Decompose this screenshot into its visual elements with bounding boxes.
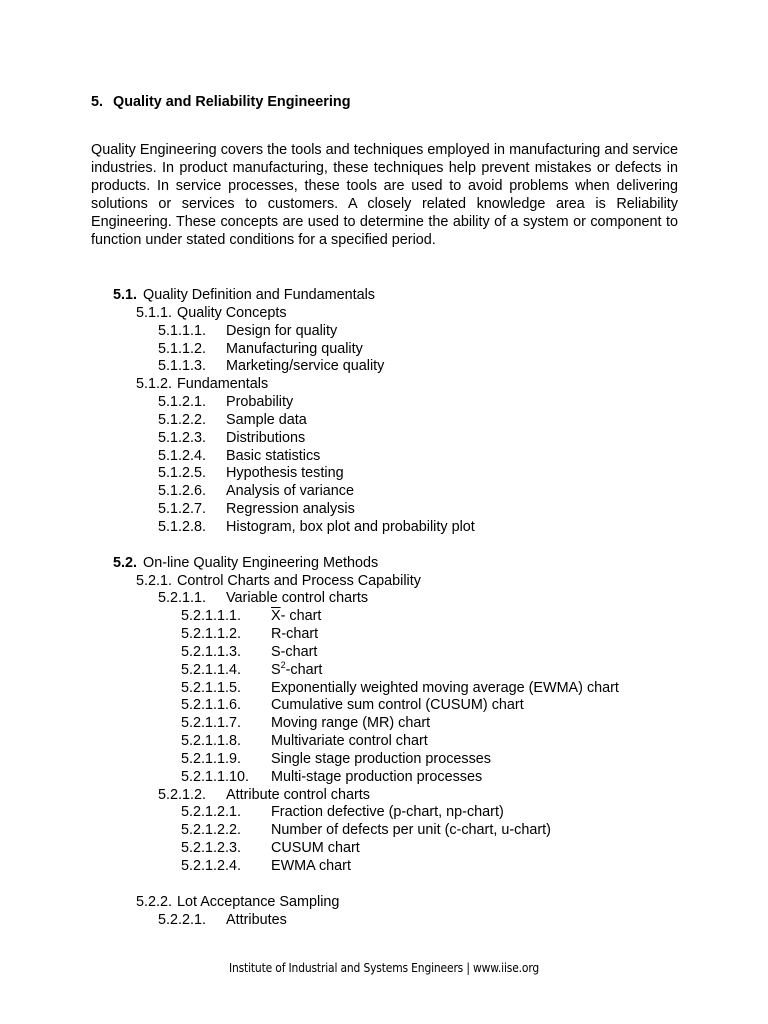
outline-title: Fundamentals [177,376,269,393]
outline-item [0,323,768,341]
outline-number: 5.1.2.7. [158,501,207,518]
outline-item [0,822,768,840]
outline-title-suffix: - chart [280,608,322,625]
outline-item [0,680,768,698]
outline-number: 5.2.1.1.9. [181,750,242,767]
outline-title: Number of defects per unit (c-chart, u-chart) [271,822,551,839]
outline-number: 5.2.1.1.5. [181,679,242,696]
outline-number: 5.1.2. [136,376,173,393]
outline-title: Quality Concepts [177,304,287,321]
outline-title [271,608,321,626]
outline-number: 5.2.1.1.4. [181,661,242,678]
outline-title: Regression analysis [226,501,355,518]
outline-number: 5.1.2.5. [158,465,207,482]
outline-item [0,358,768,376]
outline-title: R-chart [271,626,319,643]
outline-title: Quality Definition and Fundamentals [143,287,375,303]
outline-number: 5.2.1.2.2. [181,822,242,839]
outline-title: On-line Quality Engineering Methods [143,554,379,571]
outline-item [0,465,768,483]
outline-number: 5.1.2.4. [158,447,207,464]
outline-number: 5.1.1.2. [158,340,207,357]
outline-number: 5.1. [113,287,138,303]
outline-item [0,341,768,359]
superscript: 2 [280,659,286,670]
outline-number: 5.2.2. [136,893,173,910]
outline-item [0,659,768,680]
outline-item [0,501,768,519]
topic-outline [0,287,768,929]
outline-number: 5.1.2.1. [158,394,207,411]
outline-number: 5.2.1.1.3. [181,643,242,660]
outline-item-5-1-2 [0,376,768,394]
outline-number: 5.2.1.2. [158,786,207,803]
outline-number: 5.1.1.1. [158,322,207,339]
outline-number: 5.2.1.1.8. [181,733,242,750]
outline-title: Fraction defective (p-chart, np-chart) [271,804,504,821]
outline-number: 5.2.1.1.7. [181,715,242,732]
outline-number: 5.1.1.3. [158,358,207,375]
outline-number: 5.2.1.1.2. [181,626,242,643]
outline-item [0,394,768,412]
outline-title: Control Charts and Process Capability [177,572,421,589]
outline-item [0,804,768,822]
outline-number: 5.2.1.1.10. [181,768,250,785]
outline-number: 5.1.2.2. [158,411,207,428]
outline-title: Multi-stage production processes [271,768,483,785]
outline-item [0,519,768,537]
outline-item [0,751,768,769]
outline-item-5-1-1 [0,305,768,323]
outline-number: 5.1.2.8. [158,518,207,535]
outline-item-5-2-1 [0,573,768,591]
outline-title [271,659,323,680]
outline-number: 5.1.1. [136,304,173,321]
outline-item-5-1 [0,287,768,305]
outline-item [0,483,768,501]
outline-title: Single stage production processes [271,750,491,767]
outline-number: 5.2.1.2.4. [181,858,242,874]
outline-item-5-2 [0,555,768,573]
intro-paragraph: Quality Engineering covers the tools and techniques employed in manufacturing and service industries. In product manufacturing, these techniques help prevent mistakes or defects in products. In service processes, these tools are used to avoid problems when delivering solutions or services to customers. A closely related knowledge area is Reliability Engineering. These concepts are used to determine the ability of a system or component to function under stated conditions for a specified period. [91,142,678,248]
section-number: 5. [91,94,104,110]
outline-item [0,840,768,858]
outline-title: Moving range (MR) chart [271,715,431,732]
outline-title: Lot Acceptance Sampling [177,893,340,910]
outline-title: Histogram, box plot and probability plot [226,518,475,535]
outline-number: 5.2. [113,554,138,571]
page-footer: Institute of Industrial and Systems Engineers | www.iise.org [228,960,540,975]
outline-item-5-2-1-1 [0,590,768,608]
outline-number: 5.2.1.2.3. [181,840,242,857]
outline-title: Variable control charts [226,590,369,607]
outline-title: Attribute control charts [226,786,370,803]
outline-title: EWMA chart [271,858,351,874]
outline-item [0,626,768,644]
outline-title: Hypothesis testing [226,465,344,482]
outline-item-5-2-2 [0,894,768,912]
outline-item [0,448,768,466]
outline-title: Attributes [226,911,287,928]
outline-item [0,644,768,662]
outline-number: 5.1.2.6. [158,483,207,500]
section-heading [91,93,351,111]
spacer [0,537,768,555]
outline-title: Exponentially weighted moving average (EWMA) chart [271,679,619,696]
outline-title: Manufacturing quality [226,340,363,357]
outline-title: S-chart [271,643,318,660]
outline-number: 5.2.1.1.1. [181,608,242,625]
outline-item [0,858,768,876]
outline-title: CUSUM chart [271,840,360,857]
outline-title: Design for quality [226,322,338,339]
outline-item [0,430,768,448]
outline-number: 5.2.1. [136,572,173,589]
s-symbol: S [271,661,281,678]
outline-title: Analysis of variance [226,483,354,500]
outline-item [0,912,768,930]
outline-title: Sample data [226,411,307,428]
outline-number: 5.2.1.1. [158,590,207,607]
outline-item-5-2-1-2 [0,787,768,805]
section-title: Quality and Reliability Engineering [113,94,351,110]
outline-item [0,412,768,430]
outline-item [0,715,768,733]
outline-item [0,769,768,787]
spacer [0,876,768,894]
outline-number: 5.2.2.1. [158,911,207,928]
outline-title: Cumulative sum control (CUSUM) chart [271,697,524,714]
outline-title: Basic statistics [226,447,321,464]
outline-title: Multivariate control chart [271,733,428,750]
outline-number: 5.2.1.2.1. [181,804,242,821]
outline-title: Distributions [226,429,306,446]
outline-number: 5.2.1.1.6. [181,697,242,714]
outline-title: Probability [226,394,294,411]
x-bar-symbol: $\overline{X}$ [271,608,281,625]
outline-item [0,697,768,715]
outline-number: 5.1.2.3. [158,429,207,446]
outline-item [0,608,768,626]
outline-title: Marketing/service quality [226,358,385,375]
outline-title-suffix: -chart [285,661,323,678]
outline-item [0,733,768,751]
